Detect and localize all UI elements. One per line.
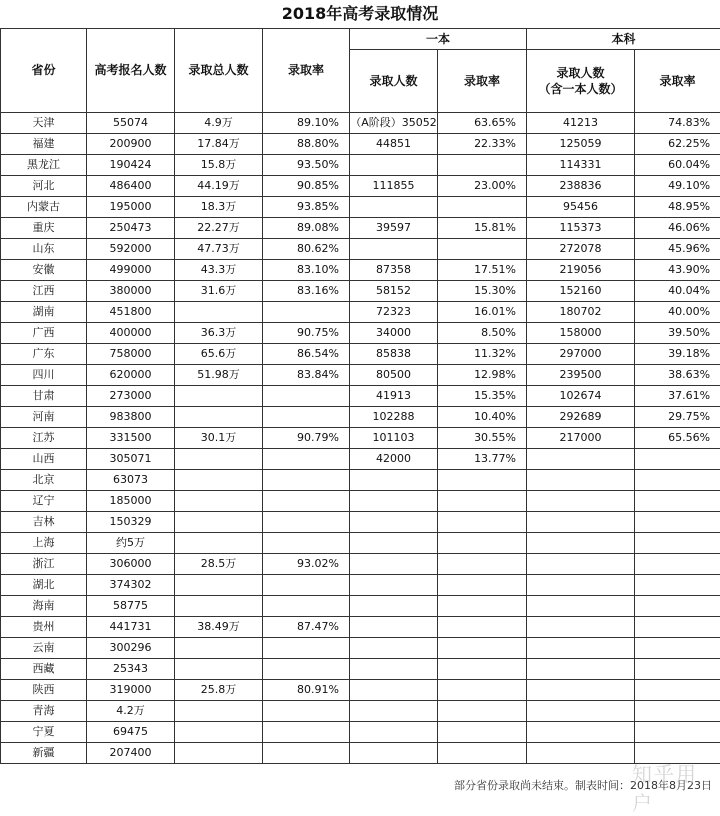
cell-yiben-rate: 13.77% [438, 449, 527, 470]
table-row [1, 218, 720, 239]
cell-total-rate [263, 302, 350, 323]
cell-yiben-rate: 16.01% [438, 302, 527, 323]
cell-total-admitted [175, 659, 263, 680]
cell-benke-count: 114331 [527, 155, 635, 176]
cell-total-rate: 93.02% [263, 554, 350, 575]
cell-yiben-rate: 12.98% [438, 365, 527, 386]
cell-total-admitted [175, 407, 263, 428]
cell-benke-rate: 49.10% [635, 176, 720, 197]
cell-total-rate: 90.85% [263, 176, 350, 197]
cell-yiben-count [350, 701, 438, 722]
cell-yiben-count [350, 575, 438, 596]
cell-total-admitted [175, 512, 263, 533]
cell-yiben-rate [438, 470, 527, 491]
table-row [1, 512, 720, 533]
header-yiben-count: 录取人数 [350, 50, 438, 113]
cell-benke-rate [635, 449, 720, 470]
cell-yiben-rate: 30.55% [438, 428, 527, 449]
table-row [1, 596, 720, 617]
cell-total-admitted [175, 470, 263, 491]
cell-yiben-rate: 22.33% [438, 134, 527, 155]
table-row [1, 197, 720, 218]
cell-total-rate: 89.10% [263, 113, 350, 134]
cell-total-admitted: 38.49万 [175, 617, 263, 638]
cell-province: 内蒙古 [1, 197, 87, 218]
header-applicants: 高考报名人数 [87, 29, 175, 113]
cell-applicants: 约5万 [87, 533, 175, 554]
cell-applicants: 200900 [87, 134, 175, 155]
admission-table [0, 28, 720, 764]
cell-benke-count: 219056 [527, 260, 635, 281]
cell-total-rate [263, 512, 350, 533]
cell-province: 河北 [1, 176, 87, 197]
cell-benke-rate: 65.56% [635, 428, 720, 449]
cell-benke-rate [635, 491, 720, 512]
cell-total-rate [263, 722, 350, 743]
cell-total-rate [263, 449, 350, 470]
cell-total-admitted: 43.3万 [175, 260, 263, 281]
cell-total-rate [263, 659, 350, 680]
cell-province: 西藏 [1, 659, 87, 680]
cell-yiben-rate: 17.51% [438, 260, 527, 281]
table-row [1, 155, 720, 176]
table-row [1, 260, 720, 281]
table-row [1, 344, 720, 365]
cell-yiben-rate [438, 533, 527, 554]
cell-applicants: 58775 [87, 596, 175, 617]
cell-total-admitted: 51.98万 [175, 365, 263, 386]
table-row [1, 449, 720, 470]
cell-total-rate: 87.47% [263, 617, 350, 638]
cell-benke-rate [635, 680, 720, 701]
cell-yiben-count [350, 638, 438, 659]
cell-benke-count [527, 554, 635, 575]
cell-yiben-count [350, 239, 438, 260]
cell-province: 山东 [1, 239, 87, 260]
cell-yiben-rate [438, 554, 527, 575]
table-row [1, 470, 720, 491]
cell-benke-rate: 38.63% [635, 365, 720, 386]
cell-benke-rate: 46.06% [635, 218, 720, 239]
cell-total-admitted: 17.84万 [175, 134, 263, 155]
cell-province: 新疆 [1, 743, 87, 764]
cell-benke-rate: 74.83% [635, 113, 720, 134]
cell-province: 广东 [1, 344, 87, 365]
cell-total-rate: 88.80% [263, 134, 350, 155]
cell-yiben-rate [438, 722, 527, 743]
cell-yiben-count: 34000 [350, 323, 438, 344]
cell-yiben-rate [438, 680, 527, 701]
cell-total-rate [263, 491, 350, 512]
cell-benke-rate: 39.18% [635, 344, 720, 365]
cell-total-admitted [175, 533, 263, 554]
cell-yiben-count: 102288 [350, 407, 438, 428]
cell-province: 云南 [1, 638, 87, 659]
cell-total-admitted: 15.8万 [175, 155, 263, 176]
cell-applicants: 374302 [87, 575, 175, 596]
cell-total-admitted: 31.6万 [175, 281, 263, 302]
cell-benke-rate [635, 722, 720, 743]
cell-total-admitted [175, 722, 263, 743]
cell-total-admitted [175, 575, 263, 596]
cell-total-admitted [175, 743, 263, 764]
cell-yiben-count [350, 596, 438, 617]
cell-benke-count: 272078 [527, 239, 635, 260]
cell-province: 黑龙江 [1, 155, 87, 176]
cell-applicants: 300296 [87, 638, 175, 659]
header-total-admitted: 录取总人数 [175, 29, 263, 113]
cell-benke-rate [635, 617, 720, 638]
footer-note: 部分省份录取尚未结束。制表时间：2018年8月23日 [454, 777, 712, 795]
cell-benke-count [527, 491, 635, 512]
cell-yiben-count [350, 491, 438, 512]
table-row [1, 281, 720, 302]
cell-applicants: 306000 [87, 554, 175, 575]
cell-benke-rate [635, 470, 720, 491]
cell-applicants: 400000 [87, 323, 175, 344]
cell-total-rate: 83.10% [263, 260, 350, 281]
table-title: 2018年高考录取情况 [0, 0, 720, 29]
cell-applicants: 273000 [87, 386, 175, 407]
cell-yiben-count: 85838 [350, 344, 438, 365]
cell-benke-rate: 39.50% [635, 323, 720, 344]
cell-province: 辽宁 [1, 491, 87, 512]
cell-benke-rate: 48.95% [635, 197, 720, 218]
header-group-yiben: 一本 [350, 29, 527, 50]
cell-province: 江西 [1, 281, 87, 302]
cell-benke-rate: 60.04% [635, 155, 720, 176]
cell-benke-count [527, 596, 635, 617]
cell-applicants: 250473 [87, 218, 175, 239]
cell-applicants: 55074 [87, 113, 175, 134]
cell-total-rate: 83.16% [263, 281, 350, 302]
cell-yiben-count: 58152 [350, 281, 438, 302]
cell-total-rate [263, 386, 350, 407]
cell-yiben-count: 44851 [350, 134, 438, 155]
cell-total-admitted: 25.8万 [175, 680, 263, 701]
cell-yiben-rate [438, 239, 527, 260]
cell-benke-rate [635, 575, 720, 596]
cell-yiben-rate: 15.81% [438, 218, 527, 239]
cell-yiben-count [350, 533, 438, 554]
cell-total-rate: 93.50% [263, 155, 350, 176]
cell-province: 海南 [1, 596, 87, 617]
cell-yiben-rate [438, 512, 527, 533]
cell-applicants: 592000 [87, 239, 175, 260]
cell-yiben-rate [438, 491, 527, 512]
cell-province: 浙江 [1, 554, 87, 575]
cell-total-rate [263, 701, 350, 722]
cell-applicants: 207400 [87, 743, 175, 764]
cell-applicants: 63073 [87, 470, 175, 491]
cell-applicants: 319000 [87, 680, 175, 701]
cell-applicants: 441731 [87, 617, 175, 638]
cell-yiben-rate: 11.32% [438, 344, 527, 365]
cell-benke-count [527, 680, 635, 701]
cell-total-rate: 80.91% [263, 680, 350, 701]
cell-total-admitted [175, 701, 263, 722]
cell-total-admitted [175, 302, 263, 323]
cell-total-admitted: 4.9万 [175, 113, 263, 134]
cell-province: 江苏 [1, 428, 87, 449]
cell-applicants: 758000 [87, 344, 175, 365]
cell-benke-count [527, 512, 635, 533]
cell-yiben-rate [438, 155, 527, 176]
cell-benke-count: 297000 [527, 344, 635, 365]
cell-applicants: 4.2万 [87, 701, 175, 722]
cell-benke-count [527, 701, 635, 722]
table-row [1, 134, 720, 155]
cell-total-admitted: 47.73万 [175, 239, 263, 260]
cell-total-admitted: 44.19万 [175, 176, 263, 197]
table-row [1, 428, 720, 449]
cell-yiben-rate [438, 617, 527, 638]
cell-yiben-rate [438, 197, 527, 218]
cell-province: 山西 [1, 449, 87, 470]
cell-benke-count: 217000 [527, 428, 635, 449]
cell-total-rate: 80.62% [263, 239, 350, 260]
cell-yiben-count: 72323 [350, 302, 438, 323]
cell-yiben-rate: 8.50% [438, 323, 527, 344]
cell-yiben-count [350, 470, 438, 491]
table-row [1, 638, 720, 659]
table-row [1, 554, 720, 575]
cell-yiben-rate: 10.40% [438, 407, 527, 428]
cell-applicants: 305071 [87, 449, 175, 470]
cell-total-rate: 93.85% [263, 197, 350, 218]
table-row [1, 407, 720, 428]
cell-province: 青海 [1, 701, 87, 722]
cell-benke-rate: 43.90% [635, 260, 720, 281]
cell-yiben-count [350, 155, 438, 176]
table-row [1, 176, 720, 197]
cell-total-rate: 86.54% [263, 344, 350, 365]
cell-benke-count [527, 449, 635, 470]
cell-total-admitted [175, 596, 263, 617]
cell-province: 宁夏 [1, 722, 87, 743]
header-benke-count-line2: （含一本人数） [527, 81, 634, 97]
cell-yiben-count: 87358 [350, 260, 438, 281]
cell-yiben-count [350, 617, 438, 638]
cell-province: 四川 [1, 365, 87, 386]
cell-province: 甘肃 [1, 386, 87, 407]
cell-province: 广西 [1, 323, 87, 344]
cell-yiben-count [350, 512, 438, 533]
cell-yiben-rate [438, 575, 527, 596]
cell-benke-rate: 40.04% [635, 281, 720, 302]
cell-benke-count: 292689 [527, 407, 635, 428]
cell-benke-count: 95456 [527, 197, 635, 218]
cell-applicants: 185000 [87, 491, 175, 512]
header-yiben-rate: 录取率 [438, 50, 527, 113]
cell-yiben-rate [438, 659, 527, 680]
cell-total-admitted [175, 491, 263, 512]
cell-benke-rate [635, 743, 720, 764]
cell-total-rate: 90.79% [263, 428, 350, 449]
cell-yiben-rate [438, 638, 527, 659]
cell-yiben-rate: 63.65% [438, 113, 527, 134]
cell-total-rate [263, 533, 350, 554]
cell-benke-rate [635, 596, 720, 617]
cell-yiben-count [350, 743, 438, 764]
cell-benke-count: 158000 [527, 323, 635, 344]
cell-benke-count [527, 743, 635, 764]
cell-province: 北京 [1, 470, 87, 491]
cell-benke-rate [635, 638, 720, 659]
cell-province: 湖北 [1, 575, 87, 596]
cell-province: 重庆 [1, 218, 87, 239]
cell-yiben-count [350, 659, 438, 680]
cell-benke-rate [635, 533, 720, 554]
cell-total-admitted: 36.3万 [175, 323, 263, 344]
cell-province: 上海 [1, 533, 87, 554]
table-row [1, 701, 720, 722]
cell-total-rate [263, 638, 350, 659]
cell-province: 贵州 [1, 617, 87, 638]
cell-yiben-rate: 15.35% [438, 386, 527, 407]
table-row [1, 617, 720, 638]
header-province: 省份 [1, 29, 87, 113]
cell-benke-count [527, 617, 635, 638]
cell-yiben-rate [438, 701, 527, 722]
cell-yiben-count: 101103 [350, 428, 438, 449]
cell-benke-rate: 45.96% [635, 239, 720, 260]
cell-yiben-count: 80500 [350, 365, 438, 386]
header-benke-rate: 录取率 [635, 50, 720, 113]
cell-total-admitted: 28.5万 [175, 554, 263, 575]
cell-applicants: 331500 [87, 428, 175, 449]
cell-benke-count [527, 533, 635, 554]
cell-applicants: 620000 [87, 365, 175, 386]
cell-benke-count: 125059 [527, 134, 635, 155]
table-row [1, 386, 720, 407]
cell-total-admitted: 18.3万 [175, 197, 263, 218]
cell-province: 吉林 [1, 512, 87, 533]
table-row [1, 722, 720, 743]
watermark: 知乎用户 [632, 758, 714, 784]
cell-applicants: 25343 [87, 659, 175, 680]
cell-benke-rate: 62.25% [635, 134, 720, 155]
cell-yiben-count: （A阶段）35052 [350, 113, 438, 134]
cell-total-rate [263, 407, 350, 428]
table-row [1, 302, 720, 323]
cell-total-admitted: 22.27万 [175, 218, 263, 239]
table-row [1, 659, 720, 680]
cell-province: 天津 [1, 113, 87, 134]
table-row [1, 365, 720, 386]
cell-applicants: 451800 [87, 302, 175, 323]
cell-province: 陕西 [1, 680, 87, 701]
table-row [1, 239, 720, 260]
table-row [1, 533, 720, 554]
cell-yiben-rate [438, 596, 527, 617]
cell-applicants: 150329 [87, 512, 175, 533]
cell-total-admitted [175, 386, 263, 407]
cell-applicants: 983800 [87, 407, 175, 428]
cell-benke-count [527, 638, 635, 659]
table-row [1, 680, 720, 701]
cell-benke-count: 239500 [527, 365, 635, 386]
cell-yiben-count: 41913 [350, 386, 438, 407]
cell-yiben-count [350, 554, 438, 575]
cell-applicants: 380000 [87, 281, 175, 302]
cell-benke-rate [635, 512, 720, 533]
table-row [1, 323, 720, 344]
cell-total-admitted: 30.1万 [175, 428, 263, 449]
cell-yiben-count: 39597 [350, 218, 438, 239]
cell-benke-count: 115373 [527, 218, 635, 239]
header-benke-count-line1: 录取人数 [527, 65, 634, 81]
header-benke-count [527, 50, 635, 113]
cell-yiben-count: 42000 [350, 449, 438, 470]
table-row [1, 575, 720, 596]
cell-benke-count [527, 470, 635, 491]
cell-benke-rate [635, 554, 720, 575]
cell-benke-count: 238836 [527, 176, 635, 197]
cell-total-admitted [175, 638, 263, 659]
cell-applicants: 499000 [87, 260, 175, 281]
cell-benke-rate: 29.75% [635, 407, 720, 428]
cell-total-rate: 89.08% [263, 218, 350, 239]
cell-total-rate [263, 470, 350, 491]
cell-benke-rate [635, 701, 720, 722]
cell-benke-count [527, 575, 635, 596]
cell-benke-count: 102674 [527, 386, 635, 407]
cell-total-rate [263, 596, 350, 617]
cell-yiben-rate [438, 743, 527, 764]
cell-benke-count [527, 659, 635, 680]
cell-yiben-count [350, 197, 438, 218]
cell-total-rate: 90.75% [263, 323, 350, 344]
cell-province: 福建 [1, 134, 87, 155]
cell-yiben-count [350, 722, 438, 743]
table-row [1, 113, 720, 134]
cell-applicants: 69475 [87, 722, 175, 743]
cell-province: 安徽 [1, 260, 87, 281]
cell-total-rate: 83.84% [263, 365, 350, 386]
cell-province: 湖南 [1, 302, 87, 323]
cell-province: 河南 [1, 407, 87, 428]
cell-benke-count [527, 722, 635, 743]
cell-yiben-count [350, 680, 438, 701]
cell-benke-count: 152160 [527, 281, 635, 302]
header-group-benke: 本科 [527, 29, 720, 50]
cell-benke-count: 41213 [527, 113, 635, 134]
cell-applicants: 190424 [87, 155, 175, 176]
cell-benke-count: 180702 [527, 302, 635, 323]
cell-benke-rate: 37.61% [635, 386, 720, 407]
cell-benke-rate [635, 659, 720, 680]
cell-total-admitted: 65.6万 [175, 344, 263, 365]
table-body [1, 113, 720, 764]
cell-benke-rate: 40.00% [635, 302, 720, 323]
cell-applicants: 195000 [87, 197, 175, 218]
cell-applicants: 486400 [87, 176, 175, 197]
cell-total-rate [263, 743, 350, 764]
cell-yiben-rate: 15.30% [438, 281, 527, 302]
cell-yiben-rate: 23.00% [438, 176, 527, 197]
table-row [1, 743, 720, 764]
cell-total-rate [263, 575, 350, 596]
cell-total-admitted [175, 449, 263, 470]
cell-yiben-count: 111855 [350, 176, 438, 197]
header-total-rate: 录取率 [263, 29, 350, 113]
table-row [1, 491, 720, 512]
